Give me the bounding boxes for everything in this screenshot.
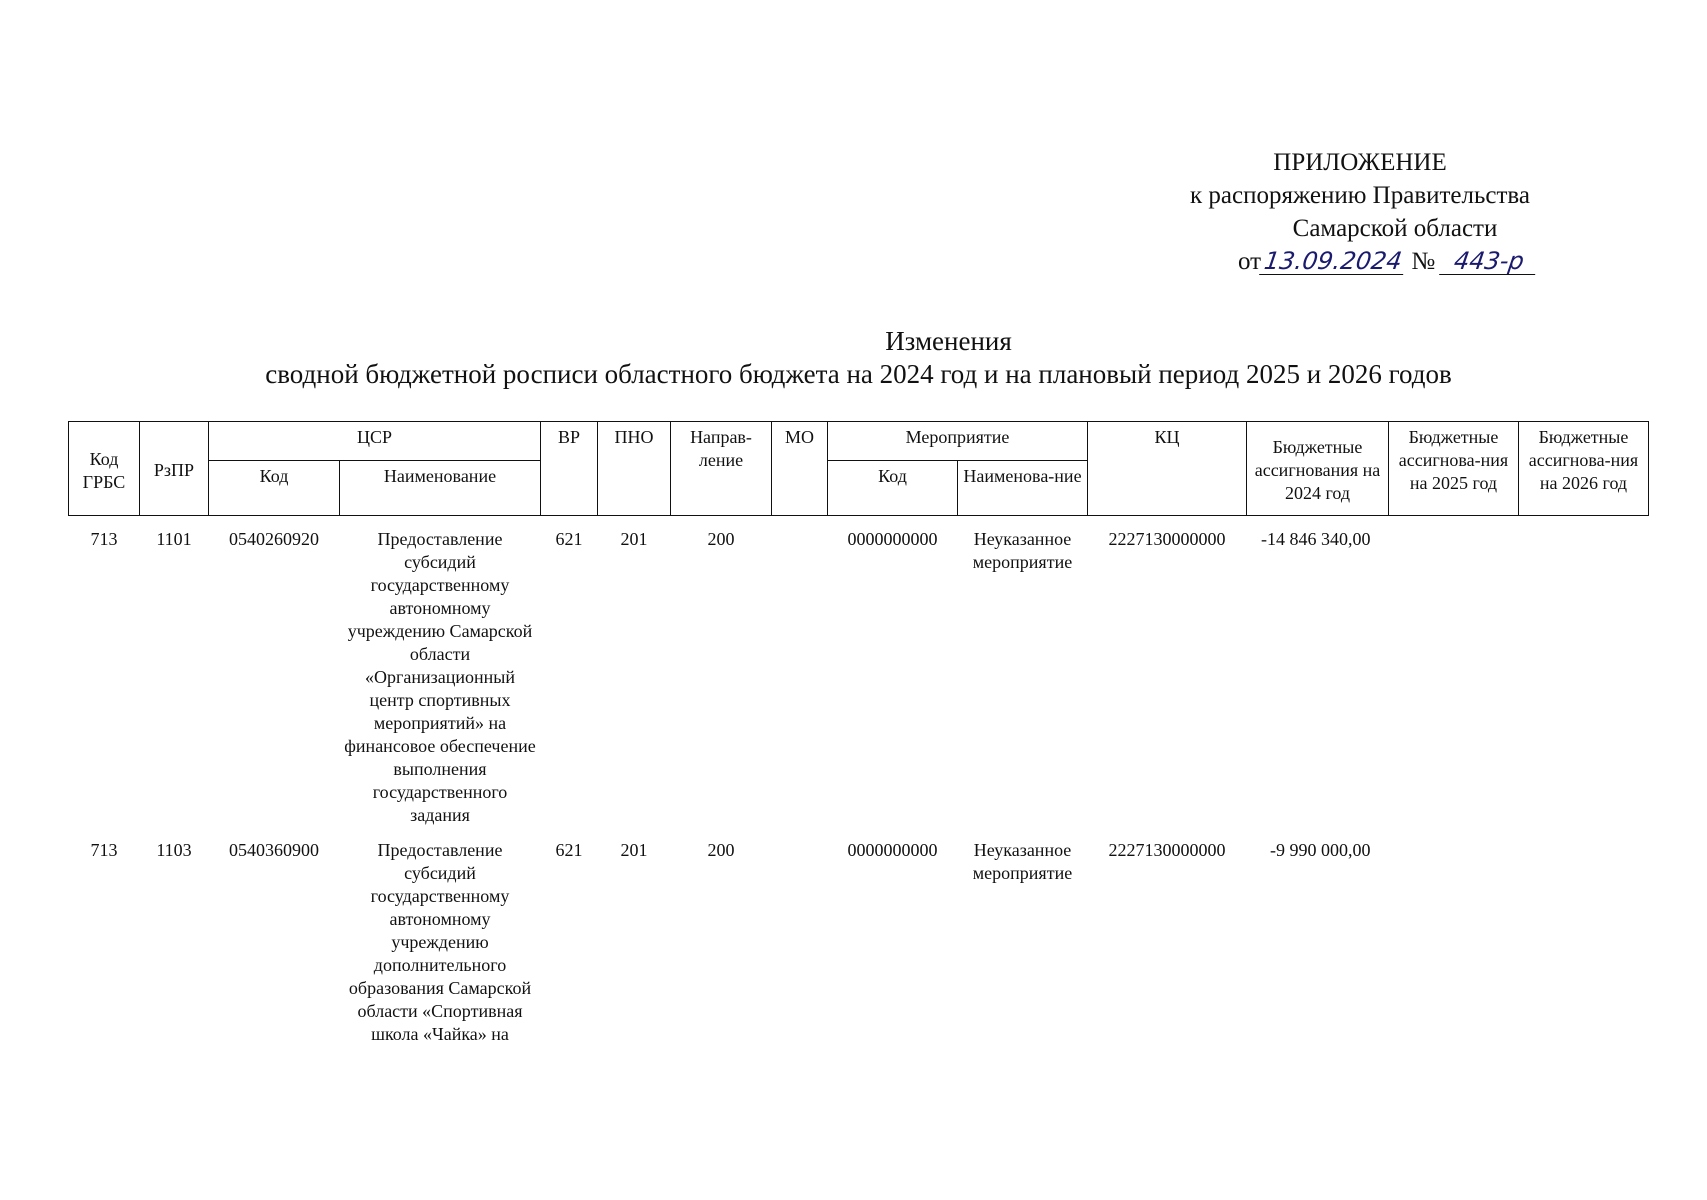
cell-vr: 621 xyxy=(555,529,583,549)
date-prefix: от xyxy=(1238,248,1262,275)
table-row xyxy=(69,827,1649,1046)
header-meropriyatie: Мероприятие xyxy=(828,422,1088,461)
cell-mer-name: Неуказанное мероприятие xyxy=(972,840,1073,883)
cell-ba-2024: -9 990 000,00 xyxy=(1270,840,1371,860)
cell-kc: 2227130000000 xyxy=(1108,840,1226,860)
header-csr: ЦСР xyxy=(209,422,541,461)
cell-vr: 621 xyxy=(555,840,583,860)
cell-ba-2024: -14 846 340,00 xyxy=(1261,529,1371,549)
budget-table xyxy=(68,421,1649,1046)
cell-rzpr: 1103 xyxy=(156,840,192,860)
cell-csr-name: Предоставление субсидий государственному автономному учреждению Самарской области «Организационный центр спортивных мероприятий» на финансовое обеспечение выполнения государственного задания xyxy=(344,529,536,825)
header-mer-kod: Код xyxy=(828,461,958,516)
header-kod-grbs: Код ГРБС xyxy=(69,422,140,516)
cell-pno: 201 xyxy=(620,529,648,549)
appendix-block xyxy=(1150,146,1570,278)
cell-grbs: 713 xyxy=(90,529,118,549)
cell-rzpr: 1101 xyxy=(156,529,192,549)
header-napravlenie: Направ-ление xyxy=(671,422,772,516)
header-pno: ПНО xyxy=(598,422,671,516)
cell-mo xyxy=(772,516,828,828)
cell-mo xyxy=(772,827,828,1046)
cell-mer-kod: 0000000000 xyxy=(847,840,938,860)
header-ba-2024: Бюджетные ассигнования на 2024 год xyxy=(1247,422,1389,516)
cell-grbs: 713 xyxy=(90,840,118,860)
header-rzpr: РзПР xyxy=(140,422,209,516)
header-mo: МО xyxy=(772,422,828,516)
cell-csr-name: Предоставление субсидий государственному автономному учреждению дополнительного образования Самарской области «Спортивная школа «Чайка» на xyxy=(348,840,532,1044)
number-sign: № xyxy=(1411,248,1436,275)
cell-csr-kod: 0540260920 xyxy=(229,529,319,549)
cell-napr: 200 xyxy=(707,840,735,860)
cell-ba-2026 xyxy=(1519,827,1649,1046)
appendix-title: ПРИЛОЖЕНИЕ xyxy=(1273,149,1447,176)
cell-ba-2026 xyxy=(1519,516,1649,828)
cell-kc: 2227130000000 xyxy=(1108,529,1226,549)
header-csr-name: Наименование xyxy=(340,461,541,516)
cell-mer-kod: 0000000000 xyxy=(847,529,938,549)
cell-mer-name: Неуказанное мероприятие xyxy=(972,529,1073,572)
header-ba-2025: Бюджетные ассигнова-ния на 2025 год xyxy=(1389,422,1519,516)
header-kc: КЦ xyxy=(1088,422,1247,516)
cell-csr-kod: 0540360900 xyxy=(229,840,319,860)
header-mer-name: Наименова-ние xyxy=(958,461,1088,516)
appendix-line-region: Самарской области xyxy=(1292,215,1498,242)
title-line-1: Изменения xyxy=(885,326,1012,356)
cell-napr: 200 xyxy=(707,529,735,549)
appendix-line-decree: к распоряжению Правительства xyxy=(1189,182,1530,209)
handwritten-number: 443-р xyxy=(1440,248,1540,275)
document-title xyxy=(0,325,1707,391)
cell-ba-2025 xyxy=(1389,516,1519,828)
cell-ba-2025 xyxy=(1389,827,1519,1046)
header-ba-2026: Бюджетные ассигнова-ния на 2026 год xyxy=(1519,422,1649,516)
appendix-date-line xyxy=(1150,245,1570,278)
title-line-2: сводной бюджетной росписи областного бюджета на 2024 год и на плановый период 2025 и 2026 годов xyxy=(265,359,1452,389)
table-row xyxy=(69,516,1649,828)
handwritten-date: 13.09.2024 xyxy=(1259,248,1407,275)
header-vr: ВР xyxy=(541,422,598,516)
header-csr-kod: Код xyxy=(209,461,340,516)
cell-pno: 201 xyxy=(620,840,648,860)
